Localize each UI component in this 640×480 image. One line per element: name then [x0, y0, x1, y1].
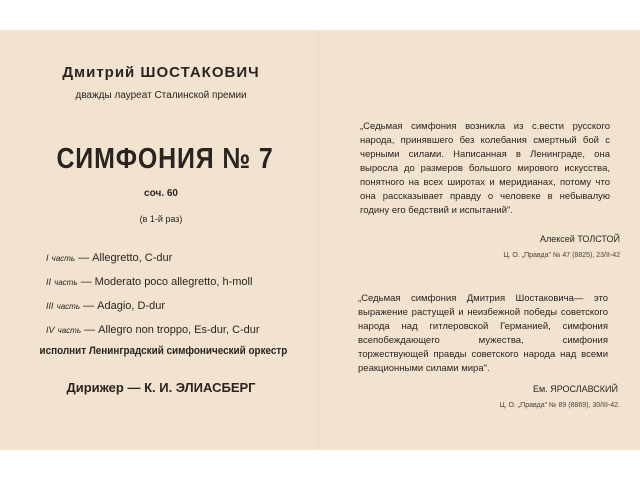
- movement-label: часть: [56, 302, 81, 311]
- first-performance-note: (в 1-й раз): [139, 214, 183, 224]
- yaroslavsky-author: Ем. ЯРОСЛАВСКИЙ: [533, 384, 618, 394]
- movement-item: [46, 246, 308, 270]
- laureate-line: дважды лауреат Сталинской премии: [75, 90, 247, 101]
- left-page: [0, 30, 318, 450]
- movement-numeral: I: [46, 253, 49, 263]
- yaroslavsky-source: Ц. О. „Правда" № 89 (8869), 30/III-42.: [499, 402, 620, 409]
- performer-line: исполнит Ленинградский симфонический оркестр: [39, 345, 288, 357]
- conductor-line: Дирижер — К. И. ЭЛИАСБЕРГ: [66, 380, 256, 395]
- movement-text: — Allegro non troppo, Es-dur, C-dur: [84, 324, 260, 336]
- movement-item: [46, 270, 308, 294]
- movement-label: часть: [57, 326, 82, 335]
- composer-name: Дмитрий ШОСТАКОВИЧ: [62, 64, 260, 81]
- movement-numeral: II: [46, 277, 52, 287]
- yaroslavsky-quote: „Седьмая симфония Дмитрия Шостаковича— это выражение растущей и неизбежной победы советского народа над гитлеровской Германией, симфония всепобеждающего мужества, симфония торжествующей правды советского народа над всеми реакционными силами мира".: [358, 293, 608, 374]
- tolstoy-source: Ц. О. „Правда" № 47 (8825), 23/II-42: [503, 252, 620, 259]
- right-page: [320, 30, 640, 450]
- movement-text: — Allegretto, C-dur: [78, 252, 173, 264]
- movement-text: — Moderato poco allegretto, h-moll: [80, 276, 253, 288]
- movement-item: [46, 294, 308, 318]
- movement-item: [46, 318, 308, 342]
- movement-label: часть: [54, 278, 78, 287]
- program-sheet: [0, 30, 640, 450]
- tolstoy-author: Алексей ТОЛСТОЙ: [540, 234, 620, 244]
- movements-list: [46, 246, 308, 342]
- movement-label: часть: [51, 254, 76, 263]
- opus-number: соч. 60: [144, 188, 178, 199]
- symphony-title: СИМФОНИЯ № 7: [56, 143, 274, 175]
- movement-numeral: IV: [46, 325, 55, 335]
- tolstoy-quote: „Седьмая симфония возникла из с.вести русского народа, принявшего без колебания смертный бой с черными силами. Написанная в Ленинграде, она выросла до размеров большого мирового искусства, понятного на всех широтах и меридианах, потому что она рассказывает правду о человеке в небывалую годину его бедствий и испытаний".: [360, 121, 610, 216]
- movement-numeral: III: [46, 301, 54, 311]
- movement-text: — Adagio, D-dur: [83, 300, 166, 312]
